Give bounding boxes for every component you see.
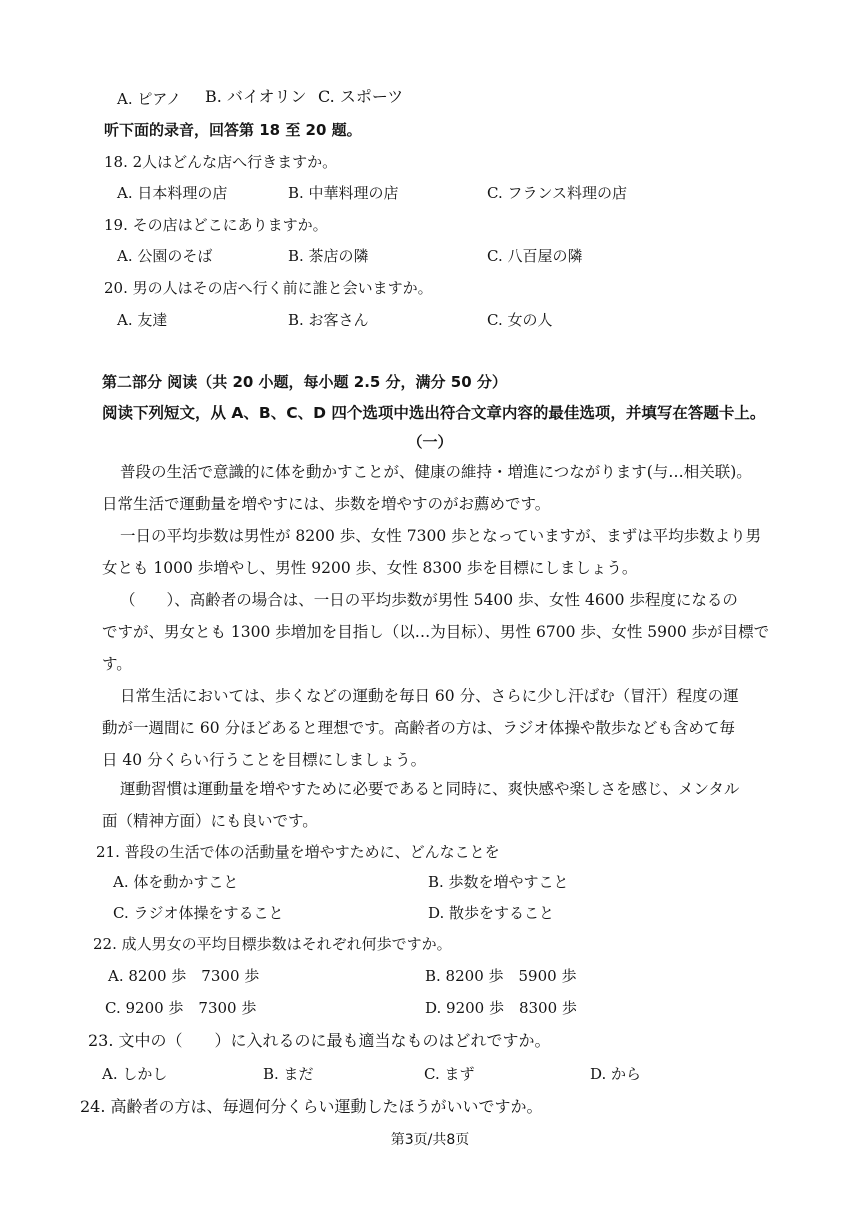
q22-option-d: D. 9200 歩 8300 歩 [425,999,577,1017]
part2-instruction: 阅读下列短文，从 A、B、C、D 四个选项中选出符合文章内容的最佳选项，并填写在答题卡上。 [102,404,766,422]
passage-line: 運動習慣は運動量を増やすために必要であると同時に、爽快感や楽しさを感じ、メンタル [120,780,740,798]
q23-option-b: B. まだ [263,1065,314,1083]
question-21: 21. 普段の生活で体の活動量を増やすために、どんなことを [96,843,500,861]
listening-instruction: 听下面的录音，回答第 18 至 20 题。 [104,121,362,139]
q17-option-a: A. ピアノ [117,90,182,108]
question-18: 18. 2人はどんな店へ行きますか。 [104,153,338,171]
question-20: 20. 男の人はその店へ行く前に誰と会いますか。 [104,279,433,297]
page-number: 第3页/共8页 [390,1132,470,1148]
q19-option-a: A. 公園のそば [117,247,213,265]
question-23: 23. 文中の（ ）に入れるのに最も適当なものはどれですか。 [88,1031,551,1050]
q19-option-b: B. 茶店の隣 [288,247,369,265]
q23-option-c: C. まず [424,1065,475,1083]
q23-option-d: D. から [590,1065,642,1083]
q22-option-a: A. 8200 歩 7300 歩 [108,967,260,985]
q20-option-b: B. お客さん [288,311,369,329]
passage-number: （一） [407,433,453,451]
q22-option-b: B. 8200 歩 5900 歩 [425,967,577,985]
q18-option-b: B. 中華料理の店 [288,184,399,202]
q21-option-b: B. 歩数を増やすこと [428,873,569,891]
passage-line: 動が一週間に 60 分ほどあると理想です。高齢者の方は、ラジオ体操や散歩なども含めて毎 [102,719,735,737]
q18-option-c: C. フランス料理の店 [487,184,628,202]
q18-option-a: A. 日本料理の店 [117,184,228,202]
q19-option-c: C. 八百屋の隣 [487,247,583,265]
passage-line: 面（精神方面）にも良いです。 [102,812,318,830]
question-22: 22. 成人男女の平均目標歩数はそれぞれ何歩ですか。 [93,935,452,953]
passage-line: ですが、男女とも 1300 歩増加を目指し（以…为目标）、男性 6700 歩、女性 5900 歩が目標で [102,623,770,641]
q23-option-a: A. しかし [102,1065,168,1083]
passage-line: す。 [102,655,132,673]
q17-option-c: C. スポーツ [318,87,404,106]
q21-option-d: D. 散歩をすること [428,904,555,922]
question-24: 24. 高齢者の方は、毎週何分くらい運動したほうがいいですか。 [80,1097,543,1116]
passage-line: （ ）、高齢者の場合は、一日の平均歩数が男性 5400 歩、女性 4600 歩程度になるの [120,591,738,609]
q22-option-c: C. 9200 歩 7300 歩 [105,999,257,1017]
q21-option-c: C. ラジオ体操をすること [113,904,284,922]
q20-option-c: C. 女の人 [487,311,553,329]
passage-line: 女とも 1000 歩増やし、男性 9200 歩、女性 8300 歩を目標にしましょう。 [102,559,638,577]
passage-line: 一日の平均歩数は男性が 8200 歩、女性 7300 歩となっていますが、まずは平均歩数より男 [120,527,762,545]
q21-option-a: A. 体を動かすこと [113,873,239,891]
question-19: 19. その店はどこにありますか。 [104,216,328,234]
part2-title: 第二部分 阅读（共 20 小题，每小题 2.5 分，满分 50 分） [102,373,507,391]
passage-line: 日常生活で運動量を増やすには、歩数を増やすのがお薦めです。 [102,495,551,513]
passage-line: 普段の生活で意識的に体を動かすことが、健康の維持・増進につながります(与…相关联)。 [120,463,752,481]
passage-line: 日 40 分くらい行うことを目標にしましょう。 [102,751,427,769]
q20-option-a: A. 友達 [117,311,168,329]
passage-line: 日常生活においては、歩くなどの運動を毎日 60 分、さらに少し汗ばむ（冒汗）程度の運 [120,687,739,705]
q17-option-b: B. バイオリン [205,87,307,106]
